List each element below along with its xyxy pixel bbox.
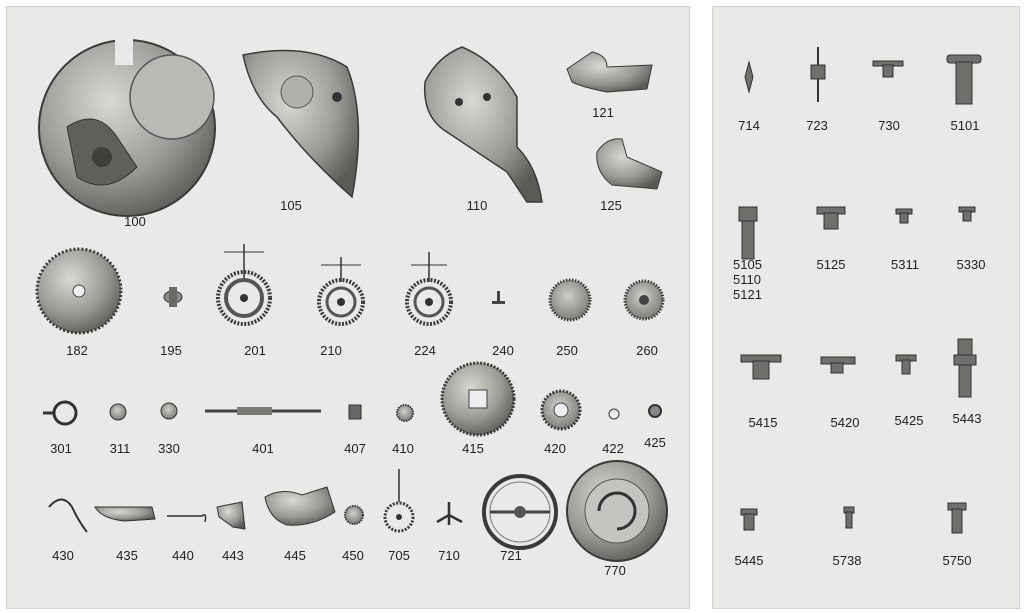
part-label: 710 bbox=[438, 548, 460, 563]
part-5445-screw bbox=[741, 509, 757, 530]
part-label: 5750 bbox=[942, 553, 972, 568]
part-5125-screw bbox=[817, 207, 845, 229]
part-125-lever bbox=[597, 139, 662, 189]
part-label: 121 bbox=[592, 105, 614, 120]
part-401-stem bbox=[205, 407, 321, 415]
part-label: 410 bbox=[392, 441, 414, 456]
part-224-wheel bbox=[407, 252, 451, 324]
part-label: 182 bbox=[66, 343, 88, 358]
part-label: 125 bbox=[600, 198, 622, 213]
part-770-mainspring bbox=[567, 461, 667, 561]
part-label: 445 bbox=[284, 548, 306, 563]
part-label: 443 bbox=[222, 548, 244, 563]
part-430-spring bbox=[49, 500, 87, 533]
part-label: 250 bbox=[556, 343, 578, 358]
part-410-wheel bbox=[397, 405, 413, 421]
part-450-wheel bbox=[345, 506, 363, 524]
part-label: 730 bbox=[878, 118, 900, 133]
part-label: 435 bbox=[116, 548, 138, 563]
part-label: 5105 5110 5121 bbox=[733, 257, 762, 302]
part-407-part bbox=[349, 405, 361, 419]
part-5443-screw bbox=[954, 339, 976, 397]
part-label: 450 bbox=[342, 548, 364, 563]
part-label: 5415 bbox=[748, 415, 778, 430]
right-screws-illustrations bbox=[713, 7, 1019, 608]
part-label: 5101 bbox=[950, 118, 980, 133]
part-422-washer bbox=[609, 409, 619, 419]
part-label: 770 bbox=[604, 563, 626, 578]
part-723-staff bbox=[811, 47, 825, 102]
part-415-wheel bbox=[442, 363, 514, 435]
part-5415-screw bbox=[741, 355, 781, 379]
part-420-wheel bbox=[542, 391, 580, 429]
part-714-pin bbox=[745, 62, 753, 92]
part-182-barrel bbox=[37, 249, 121, 333]
part-label: 5425 bbox=[894, 413, 924, 428]
part-435-lever bbox=[95, 507, 155, 521]
part-260-wheel bbox=[625, 281, 663, 319]
part-195-stud bbox=[164, 287, 182, 307]
part-730-roller bbox=[873, 61, 903, 77]
part-440-spring bbox=[167, 515, 206, 522]
part-250-wheel bbox=[550, 280, 590, 320]
part-label: 723 bbox=[806, 118, 828, 133]
part-label: 5311 bbox=[891, 257, 919, 272]
part-443-lever bbox=[217, 502, 245, 529]
part-5738-screw bbox=[844, 507, 854, 528]
part-121-lever bbox=[567, 52, 652, 92]
part-label: 5738 bbox=[832, 553, 862, 568]
part-label: 330 bbox=[158, 441, 180, 456]
part-301-ring bbox=[43, 402, 76, 424]
part-label: 311 bbox=[109, 441, 131, 456]
part-label: 420 bbox=[544, 441, 566, 456]
part-721-balance bbox=[484, 476, 556, 548]
part-710-pallet bbox=[437, 502, 462, 525]
left-parts-panel bbox=[6, 6, 690, 609]
part-label: 195 bbox=[160, 343, 182, 358]
part-label: 440 bbox=[172, 548, 194, 563]
part-label: 5420 bbox=[830, 415, 860, 430]
part-425-part bbox=[649, 405, 661, 417]
part-label: 301 bbox=[50, 441, 72, 456]
part-240-pinion bbox=[492, 291, 505, 304]
part-445-lever bbox=[265, 487, 335, 525]
part-5420-screw bbox=[821, 357, 855, 373]
part-5311-screw bbox=[896, 209, 912, 223]
part-label: 5445 bbox=[734, 553, 764, 568]
part-label: 705 bbox=[388, 548, 410, 563]
part-label: 210 bbox=[320, 343, 342, 358]
part-label: 401 bbox=[252, 441, 274, 456]
part-201-wheel bbox=[218, 244, 270, 324]
part-label: 201 bbox=[244, 343, 266, 358]
part-label: 224 bbox=[414, 343, 436, 358]
part-label: 260 bbox=[636, 343, 658, 358]
part-311-jewel bbox=[110, 404, 126, 420]
part-5105-screw bbox=[739, 207, 757, 259]
part-label: 105 bbox=[280, 198, 302, 213]
part-5101-screw bbox=[947, 55, 981, 104]
part-label: 240 bbox=[492, 343, 514, 358]
part-label: 425 bbox=[644, 435, 666, 450]
part-330-jewel bbox=[161, 403, 177, 419]
part-110-bridge bbox=[425, 47, 542, 202]
part-label: 5443 bbox=[952, 411, 982, 426]
part-label: 110 bbox=[466, 198, 488, 213]
part-label: 714 bbox=[738, 118, 760, 133]
part-5330-screw bbox=[959, 207, 975, 221]
part-5425-screw bbox=[896, 355, 916, 374]
part-label: 100 bbox=[124, 214, 146, 229]
part-label: 5125 bbox=[816, 257, 846, 272]
part-5750-screw bbox=[948, 503, 966, 533]
part-210-wheel bbox=[319, 257, 363, 324]
part-100-mainplate bbox=[39, 39, 215, 216]
part-label: 721 bbox=[500, 548, 522, 563]
part-label: 422 bbox=[602, 441, 624, 456]
part-105-bridge bbox=[243, 51, 358, 197]
part-705-escape-wheel bbox=[385, 469, 413, 531]
part-label: 407 bbox=[344, 441, 366, 456]
part-label: 415 bbox=[462, 441, 484, 456]
left-parts-illustrations bbox=[7, 7, 689, 608]
part-label: 430 bbox=[52, 548, 74, 563]
right-screws-panel bbox=[712, 6, 1020, 609]
part-label: 5330 bbox=[956, 257, 986, 272]
